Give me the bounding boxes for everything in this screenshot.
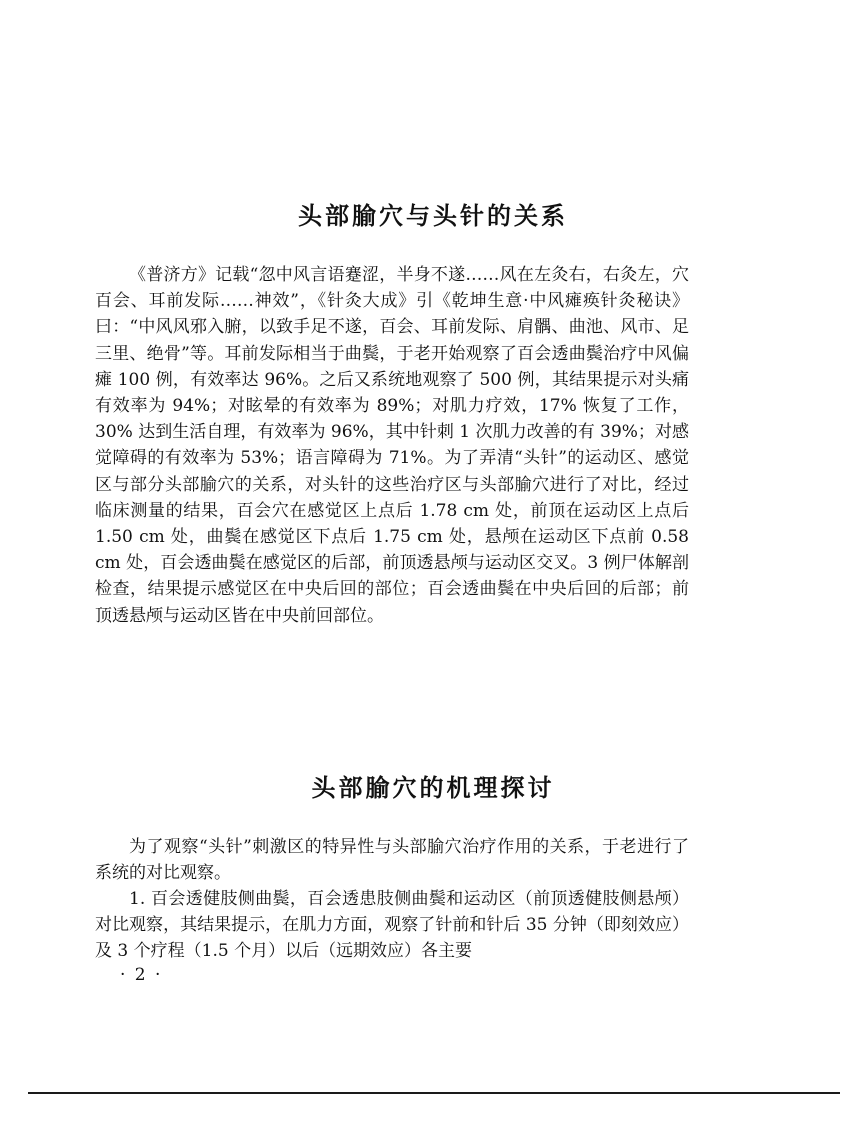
body-paragraph-relationship: 《普济方》记载“忽中风言语蹇涩，半身不遂……风在左灸右，右灸左，穴百会、耳前发际……神效”，《针灸大成》引《乾坤生意·中风瘫痪针灸秘诀》曰：“中风风邪入腑，以致手足不遂，百会、耳前发际、肩髃、曲池、风市、足三里、绝骨”等。耳前发际相当于曲鬓，于老开始观察了百会透曲鬓治疗中风偏瘫 100 例，有效率达 96%。之后又系统地观察了 500 例，其结果提示对头痛有效率为 94%；对眩晕的有效率为 89%；对肌力疗效，17% 恢复了工作，30% 达到生活自理，有效率为 96%，其中针刺 1 次肌力改善的有 39%；对感觉障碍的有效率为 53%；语言障碍为 71%。为了弄清“头针”的运动区、感觉区与部分头部腧穴的关系，对头针的这些治疗区与头部腧穴进行了对比，经过临床测量的结果，百会穴在感觉区上点后 1.78 cm 处，前顶在运动区上点后 1.50 cm 处，曲鬓在感觉区下点后 1.75 cm 处，悬颅在运动区下点前 0.58 cm 处，百会透曲鬓在感觉区的后部，前顶透悬颅与运动区交叉。3 例尸体解剖检查，结果提示感觉区在中央后回的部位；百会透曲鬓在中央后回的后部；前顶透悬颅与运动区皆在中央前回部位。 bbox=[95, 265, 689, 626]
page-number: · 2 · bbox=[120, 965, 163, 985]
body-paragraph-comparison: 1. 百会透健肢侧曲鬓，百会透患肢侧曲鬓和运动区（前顶透健肢侧悬颅）对比观察，其结果提示，在肌力方面，观察了针前和针后 35 分钟（即刻效应）及 3 个疗程（1.5 个月）以后（远期效应）各主要 bbox=[95, 889, 689, 962]
section-title-relationship: 头部腧穴与头针的关系 bbox=[298, 201, 568, 230]
section-title-mechanism: 头部腧穴的机理探讨 bbox=[311, 773, 555, 802]
bottom-divider bbox=[28, 1092, 840, 1094]
body-paragraph-observation-intro: 为了观察“头针”刺激区的特异性与头部腧穴治疗作用的关系，于老进行了系统的对比观察。 bbox=[95, 837, 689, 884]
